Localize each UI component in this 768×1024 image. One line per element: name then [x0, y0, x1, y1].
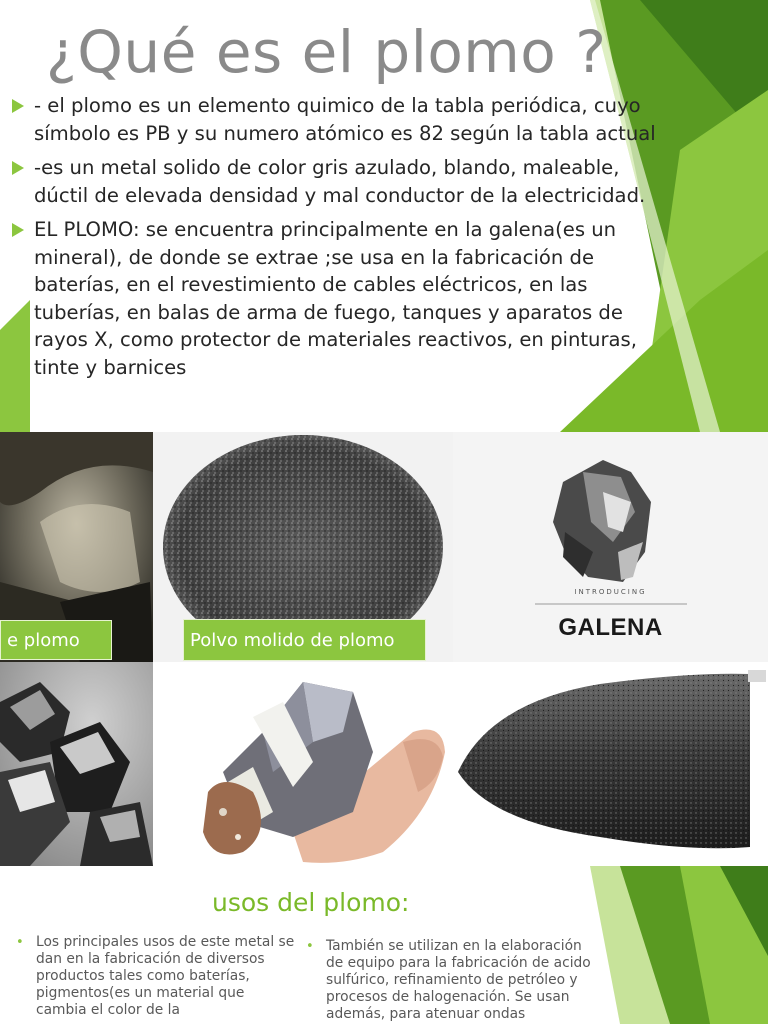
- uses-text-left: Los principales usos de este metal se dan en la fabricación de diversos productos tales como baterías, pigmentos(es un material que cambia el color de la: [36, 934, 295, 1018]
- uses-column-left: [16, 934, 298, 1019]
- galena-intro-text: INTRODUCING: [574, 588, 647, 596]
- bullet-item: [12, 92, 662, 147]
- lead-bullet-photo: [450, 662, 768, 866]
- bullet-text: -es un metal solido de color gris azulado, blando, maleable, dúctil de elevada densidad y mal conductor de la electricidad.: [34, 156, 646, 207]
- uses-text-right: También se utilizan en la elaboración de equipo para la fabricación de acido sulfúrico, refinamiento de petróleo y procesos de halogenación. Se usan además, para atenuar ondas: [326, 938, 591, 1022]
- bullet-item: [12, 154, 662, 209]
- bullet-item: [12, 216, 662, 381]
- uses-column-right: [306, 938, 596, 1023]
- galena-label: GALENA: [558, 614, 663, 641]
- triangle-bullet-icon: [12, 99, 24, 113]
- galena-quartz-photo: [153, 662, 450, 866]
- bullet-dot-icon: •: [16, 935, 24, 950]
- slide-what-is-lead: [0, 0, 768, 432]
- slide-uses-of-lead: [0, 866, 768, 1024]
- bullet-dot-icon: •: [306, 939, 314, 954]
- triangle-bullet-icon: [12, 223, 24, 237]
- slide-title: ¿Qué es el plomo ?: [46, 18, 607, 86]
- triangle-bullet-icon: [12, 161, 24, 175]
- bullet-list: [12, 92, 662, 388]
- bullet-text: - el plomo es un elemento quimico de la tabla periódica, cuyo símbolo es PB y su numero atómico es 82 según la tabla actual: [34, 94, 656, 145]
- bullet-text: EL PLOMO: se encuentra principalmente en la galena(es un mineral), de donde se extrae ;se usa en la fabricación de baterías, en el revestimiento de cables eléctricos, en las tuberías, en balas de arma de fuego, tanques y aparatos de rayos X, como protector de materiales reactivos, en pinturas, tinte y barnices: [34, 218, 637, 379]
- lead-crystals-photo: [0, 662, 153, 866]
- caption-mine: e plomo: [0, 620, 112, 660]
- caption-powder: Polvo molido de plomo: [183, 619, 426, 661]
- uses-title: usos del plomo:: [212, 888, 410, 917]
- galena-photo: [453, 432, 768, 662]
